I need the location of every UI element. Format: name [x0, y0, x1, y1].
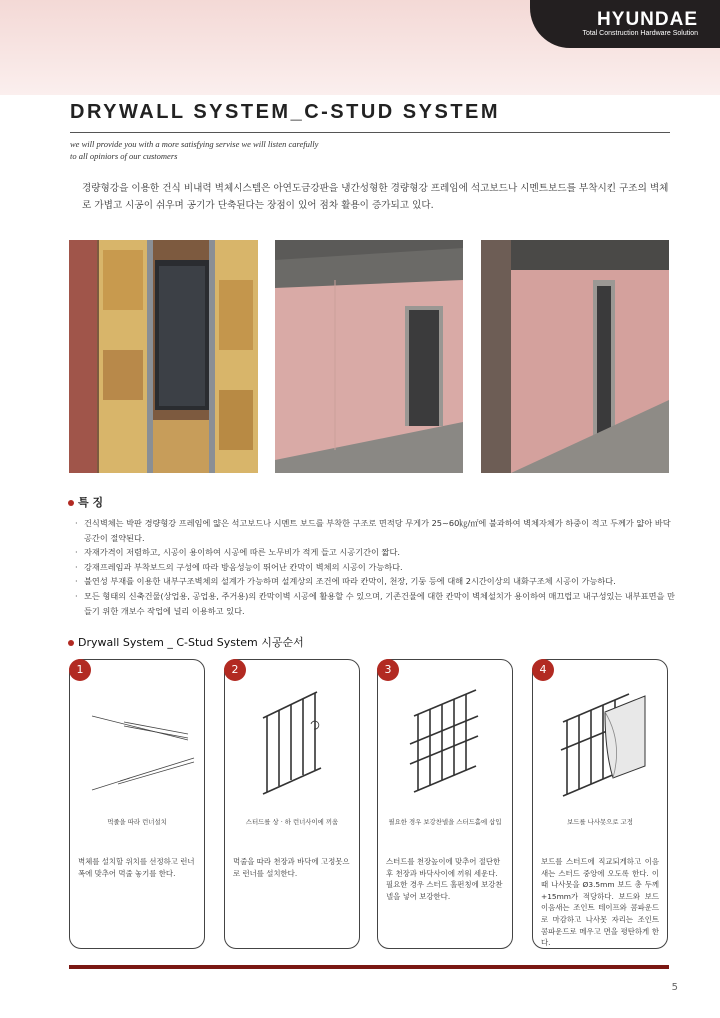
step-number-badge: 1 [69, 659, 91, 681]
photo-insulated-stud-wall [69, 240, 258, 473]
list-item: · 강재프레임과 부착보드의 구성에 따라 방음성능이 뛰어난 칸막이 벽체의 시공이 가능하다. [75, 560, 675, 575]
tagline-line: to all opiniors of our customers [70, 151, 178, 161]
channel-reinforce-diagram [378, 682, 512, 812]
procedure-heading-text: Drywall System _ C-Stud System 시공순서 [78, 636, 304, 649]
brand-subtitle: Total Construction Hardware Solution [582, 30, 698, 37]
step-caption: 보드를 나사못으로 고정 [567, 818, 633, 826]
step-card-4 [532, 659, 668, 949]
runner-install-diagram [70, 682, 204, 812]
step-description: 스터드를 천장높이에 맞추어 절단한 후 천장과 바닥사이에 끼워 세운다. 필요한 경우 스터드 홀펀칭에 보강찬넬을 넣어 보강한다. [386, 857, 503, 901]
features-heading [68, 494, 103, 510]
step-description: 벽체를 설치할 위치를 선정하고 런너 폭에 맞추어 먹줄 놓기를 한다. [78, 857, 195, 878]
step-number-badge: 2 [224, 659, 246, 681]
photo-board-corridor [481, 240, 669, 473]
board-fix-diagram [533, 682, 667, 812]
step-caption: 필요한 경우 보강찬넬을 스터드홀에 삽입 [388, 818, 502, 826]
brand-logo [530, 0, 720, 48]
page-number: 5 [671, 982, 678, 993]
step-card-3 [377, 659, 513, 949]
list-item: · 불연성 부재를 이용한 내부구조벽체의 설계가 가능하며 설계상의 조건에 따라 칸막이, 천장, 기둥 등에 대해 2시간이상의 내화구조체 시공이 가능하다. [75, 574, 675, 589]
bullet-dot-icon [68, 500, 74, 506]
step-description: 먹줄을 따라 천장과 바닥에 고정못으로 런너를 설치한다. [233, 857, 350, 878]
footer-divider [69, 965, 669, 969]
step-number-badge: 4 [532, 659, 554, 681]
step-caption: 먹줄을 따라 런너설치 [107, 818, 167, 826]
list-item: · 자재가격이 저렴하고, 시공이 용이하여 시공에 따른 노무비가 적게 들고 시공기간이 짧다. [75, 545, 675, 560]
bullet-dot-icon [68, 640, 74, 646]
list-item: · 모든 형태의 신축건물(상업용, 공업용, 주거용)의 칸막이벽 시공에 활용할 수 있으며, 기존건물에 대한 칸막이 벽체설치가 용이하여 매끄럽고 내구성있는 내부표면을 만들기 위한 개보수 작업에 널리 이용하고 있다. [75, 589, 675, 618]
step-description: 보드를 스터드에 직교되게하고 이음새는 스터드 중앙에 오도록 한다. 이때 나사못을 Ø3.5mm 보드 총 두께 +15mm가 적당하다. 보드와 보드 이음새는 조인트 테이프와 콤파운드로 마감하고 나사못 자리는 조인트 콤파운드로 메우고 면을 평탄하게 한다. [541, 857, 659, 948]
procedure-heading [68, 634, 304, 650]
features-heading-text: 특 징 [78, 496, 104, 509]
stud-insert-diagram [225, 682, 359, 812]
step-card-1 [69, 659, 205, 949]
intro-paragraph: 경량형강을 이용한 건식 비내력 벽체시스템은 아연도금강판을 냉간성형한 경량형강 프레임에 석고보드나 시멘트보드를 부착시킨 구조의 벽체로 가볍고 시공이 쉬우며 공기가 단축된다는 장점이 있어 점차 활용이 증가되고 있다. [82, 183, 669, 211]
list-item: · 건식벽체는 박판 경량형강 프레임에 얇은 석고보드나 시멘트 보드를 부착한 구조로 면적당 무게가 25~60㎏/㎡에 불과하여 벽체자체가 하중이 적고 두께가 얇아 바닥공간이 절약된다. [75, 516, 675, 545]
step-caption: 스터드를 상 · 하 런너사이에 끼움 [245, 818, 339, 826]
step-number-badge: 3 [377, 659, 399, 681]
photo-board-wall-doorway [275, 240, 463, 473]
tagline [70, 138, 318, 162]
tagline-line: we will provide you with a more satisfying servise we will listen carefully [70, 139, 319, 149]
features-list [75, 516, 675, 618]
page-title: DRYWALL SYSTEM_C-STUD SYSTEM [70, 101, 501, 123]
brand-name: HYUNDAE [597, 9, 698, 30]
title-divider [70, 132, 670, 133]
step-card-2 [224, 659, 360, 949]
